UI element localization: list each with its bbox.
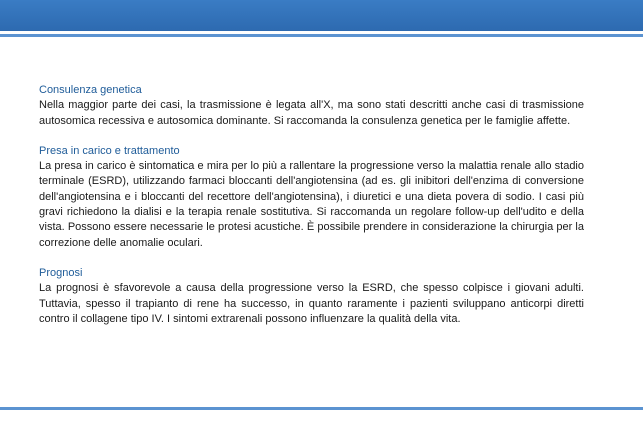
header-bar — [0, 0, 643, 31]
footer-divider — [0, 407, 643, 410]
section-body: Nella maggior parte dei casi, la trasmissione è legata all'X, ma sono stati descritti anche casi di trasmissione autosomica recessiva e autosomica dominante. Si raccomanda la consulenza genetica per le famiglie affette. — [39, 99, 584, 127]
section-title: Prognosi — [39, 266, 83, 279]
header-divider — [0, 34, 643, 37]
section-management-treatment — [39, 144, 584, 251]
section-title: Presa in carico e trattamento — [39, 144, 180, 157]
section-body: La prognosi è sfavorevole a causa della progressione verso la ESRD, che spesso colpisce i giovani adulti. Tuttavia, spesso il trapianto di rene ha successo, in quanto raramente i pazienti sviluppano anticorpi diretti contro il collagene tipo IV. I sintomi extrarenali possono influenzare la qualità della vita. — [39, 282, 584, 325]
section-body: La presa in carico è sintomatica e mira per lo più a rallentare la progressione verso la malattia renale allo stadio terminale (ESRD), utilizzando farmaci bloccanti dell'angiotensina (ad es. gli inibitori dell'enzima di conversione dell'angiotensina e i bloccanti del recettore dell'angiotensina), i diuretici e una dieta povera di sodio. I casi più gravi richiedono la dialisi e la terapia renale sostitutiva. Si raccomanda un regolare follow-up dell'udito e della vista. Possono essere necessarie le protesi acustiche. È possibile prendere in considerazione la chirurgia per la correzione delle anomalie oculari. — [39, 160, 584, 249]
document-content — [39, 83, 584, 342]
section-prognosis — [39, 266, 584, 327]
section-title: Consulenza genetica — [39, 84, 142, 96]
section-genetic-counseling — [39, 83, 584, 129]
